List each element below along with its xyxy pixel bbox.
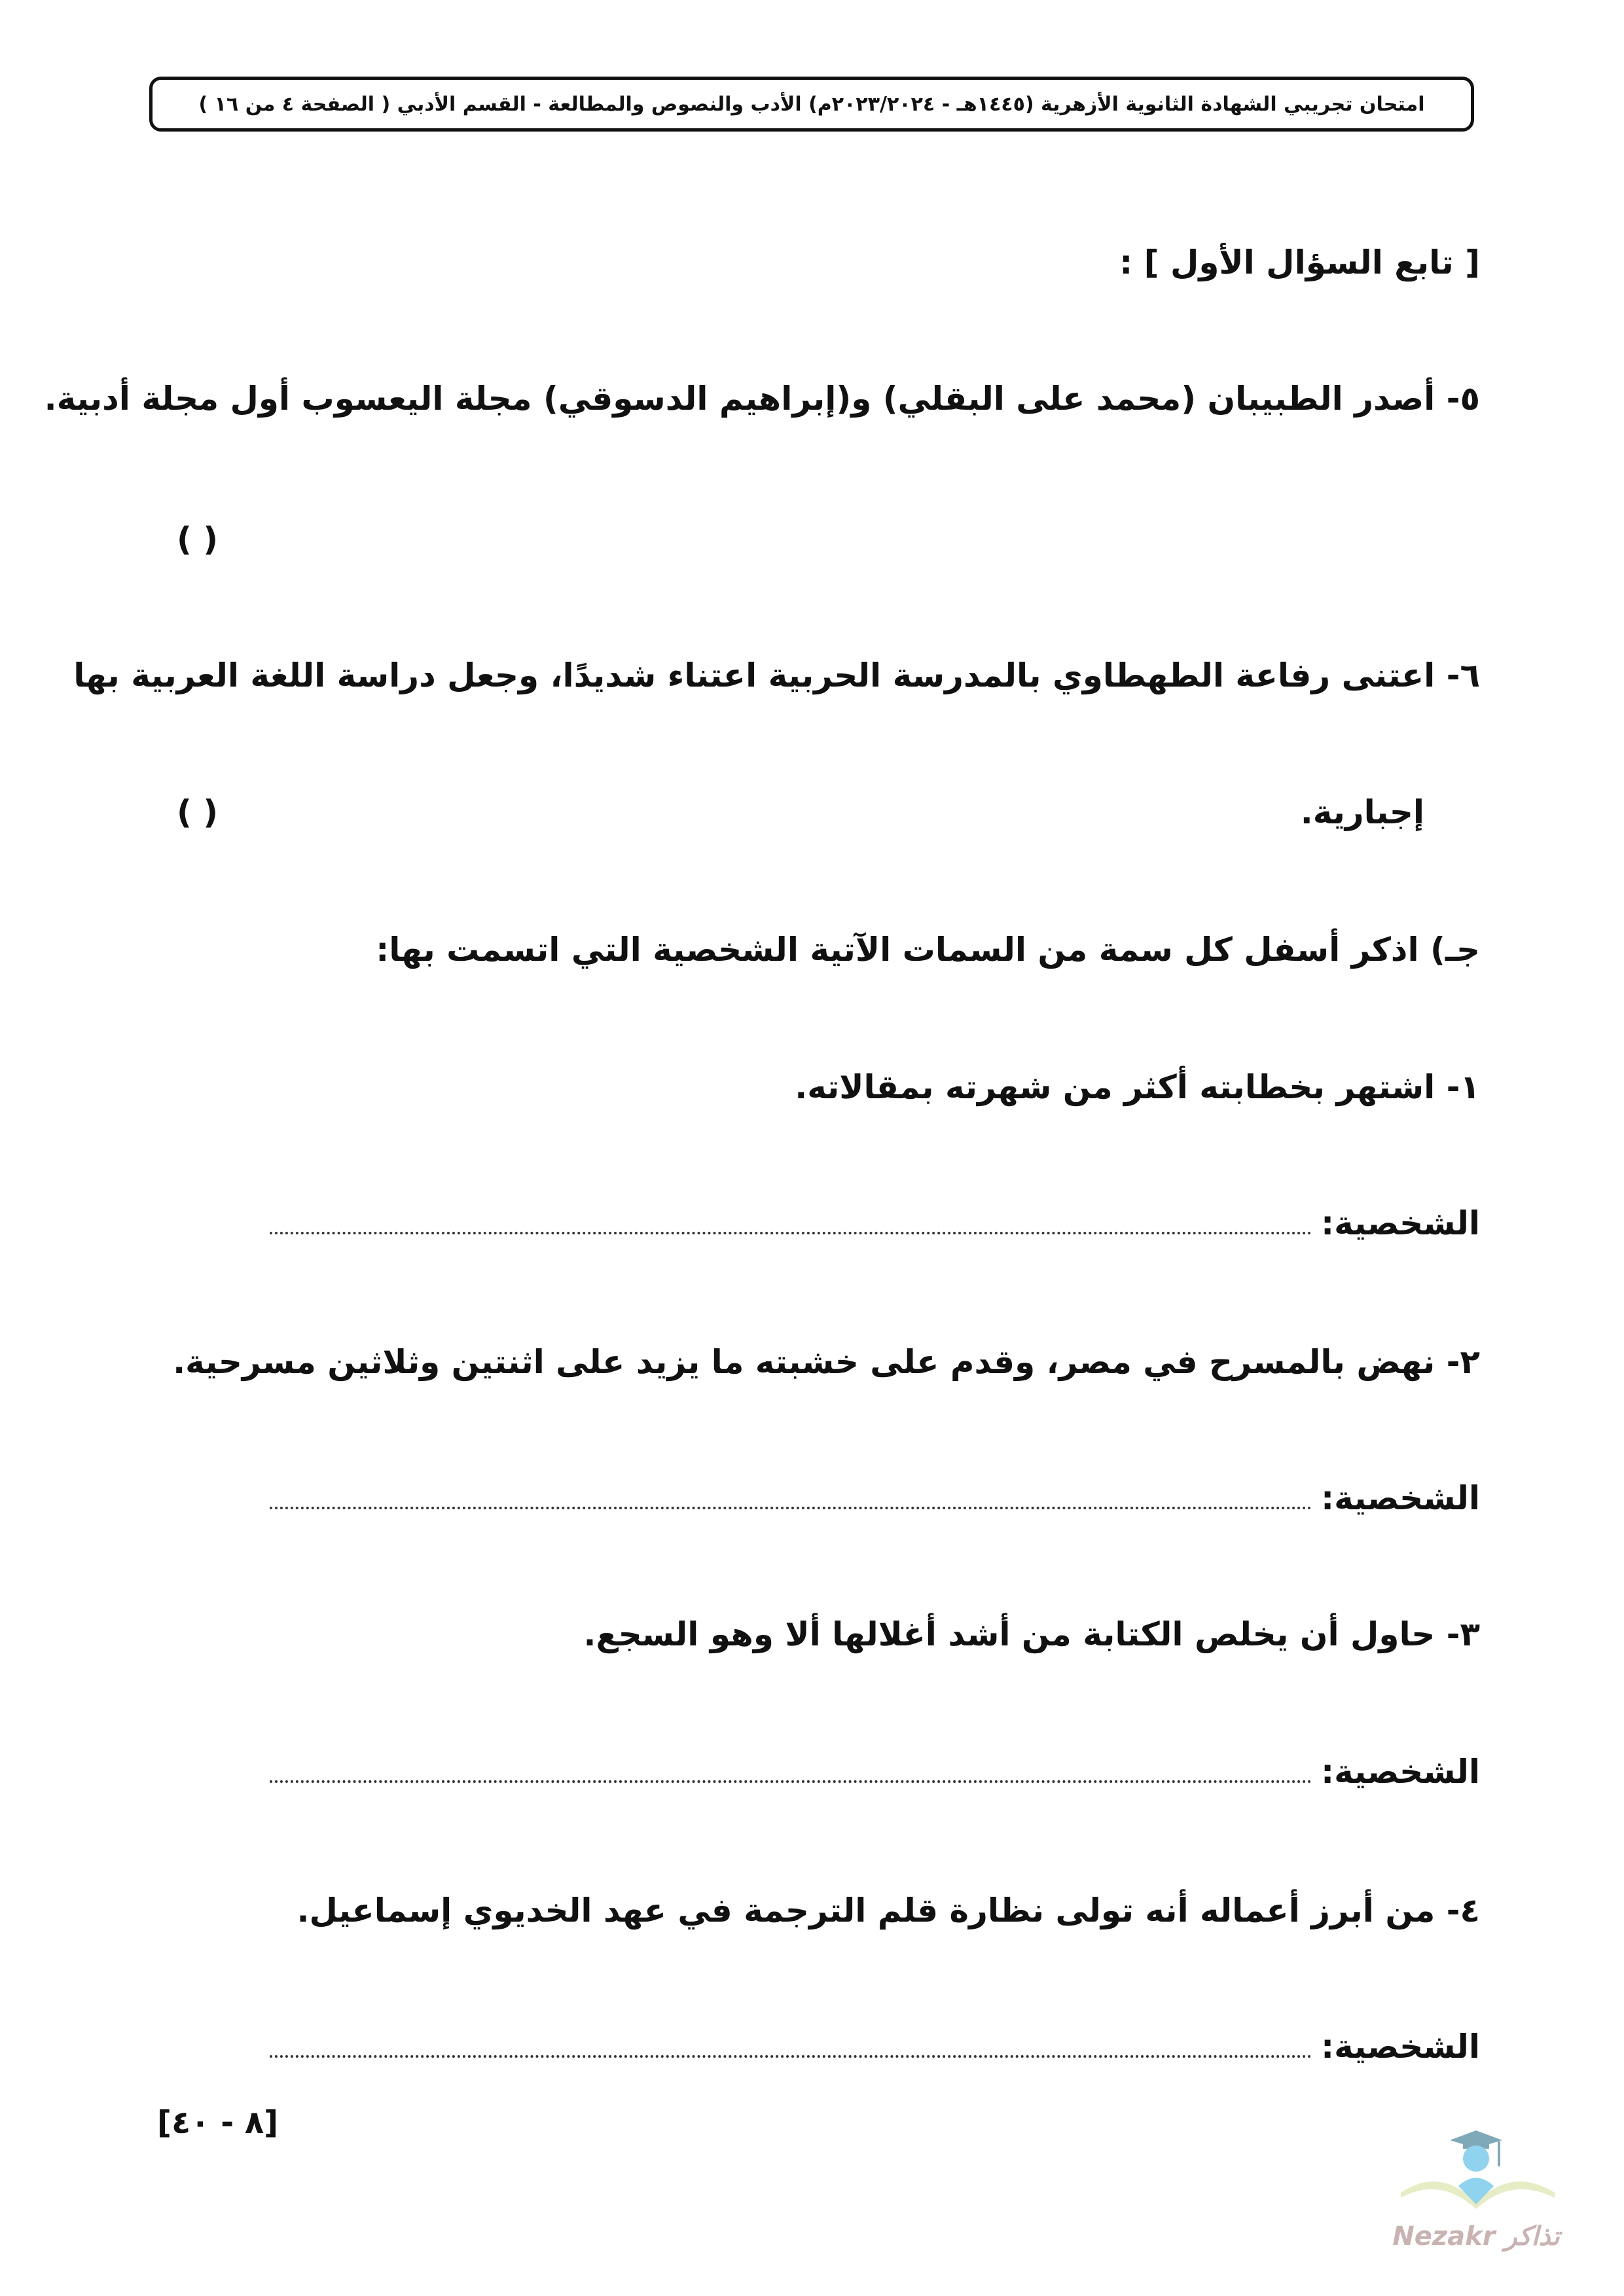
answer-label: الشخصية: xyxy=(1321,1204,1480,1242)
dotted-line[interactable] xyxy=(270,1780,1312,1783)
dotted-line[interactable] xyxy=(270,2055,1312,2058)
answer-line-3[interactable] xyxy=(270,1753,1480,1791)
answer-line-1[interactable] xyxy=(270,1204,1480,1242)
page-header xyxy=(149,77,1474,132)
answer-label: الشخصية: xyxy=(1321,2028,1480,2066)
question-6-continuation: إجبارية. xyxy=(1300,793,1424,831)
trait-4: ٤- من أبرز أعماله أنه تولى نظارة قلم الترجمة في عهد الخديوي إسماعيل. xyxy=(297,1892,1480,1929)
answer-label: الشخصية: xyxy=(1321,1753,1480,1791)
nezakr-logo xyxy=(1381,2121,1571,2251)
logo-text: Nezakr تذاكر xyxy=(1392,2221,1560,2251)
page-reference: [٨ - ٤٠] xyxy=(157,2104,279,2141)
dotted-line[interactable] xyxy=(270,1507,1312,1509)
header-title: امتحان تجريبي الشهادة الثانوية الأزهرية (١٤٤٥هـ - ٢٠٢٣/٢٠٢٤م) الأدب والنصوص والمطالعة - القسم الأدبي ( الصفحة ٤ من ١٦ ) xyxy=(198,92,1425,116)
answer-label: الشخصية: xyxy=(1321,1479,1480,1517)
trait-2: ٢- نهض بالمسرح في مصر، وقدم على خشبته ما يزيد على اثنتين وثلاثين مسرحية. xyxy=(173,1343,1480,1381)
question-6: ٦- اعتنى رفاعة الطهطاوي بالمدرسة الحربية اعتناء شديدًا، وجعل دراسة اللغة العربية بها xyxy=(73,656,1480,694)
question-5: ٥- أصدر الطبيبان (محمد على البقلي) و(إبراهيم الدسوقي) مجلة اليعسوب أول مجلة أدبية. xyxy=(44,380,1480,418)
answer-blank-6[interactable]: ( ) xyxy=(177,793,219,831)
graduate-book-icon xyxy=(1381,2121,1571,2219)
answer-line-4[interactable] xyxy=(270,2028,1480,2066)
answer-blank-5[interactable]: ( ) xyxy=(177,520,219,558)
section-title: [ تابع السؤال الأول ] : xyxy=(1119,243,1480,281)
trait-3: ٣- حاول أن يخلص الكتابة من أشد أغلالها ألا وهو السجع. xyxy=(583,1615,1480,1653)
part-c-prompt: جـ) اذكر أسفل كل سمة من السمات الآتية الشخصية التي اتسمت بها: xyxy=(376,931,1480,969)
answer-line-2[interactable] xyxy=(270,1479,1480,1517)
trait-1: ١- اشتهر بخطابته أكثر من شهرته بمقالاته. xyxy=(795,1068,1480,1106)
dotted-line[interactable] xyxy=(270,1232,1312,1234)
